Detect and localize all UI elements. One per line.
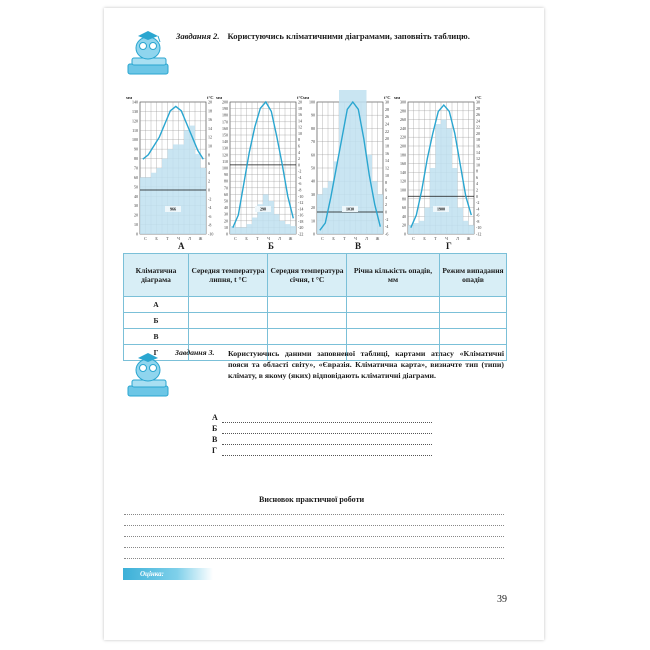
right-tick-label: 2 [208,178,210,184]
conclusion-line[interactable] [124,547,504,548]
answer-label-b: Б [212,424,218,433]
left-tick-label: 20 [134,212,138,218]
month-label: Т [256,236,259,241]
right-tick-label: -2 [476,200,480,206]
left-tick-label: 170 [222,119,228,125]
header-january-temp: Середня температура січня, t °C [268,254,347,297]
right-tick-label: 28 [476,105,480,111]
table-cell[interactable] [189,313,268,329]
right-tick-label: -12 [476,231,482,237]
right-tick-label: -4 [385,224,389,230]
right-tick-label: 16 [476,143,480,149]
right-tick-label: 18 [298,105,302,111]
precip-bar [285,224,291,234]
precip-bar [291,226,297,234]
precip-bar [419,221,425,234]
left-tick-label: 60 [311,152,315,158]
left-tick-label: 40 [134,193,138,199]
left-tick-label: 110 [132,127,138,133]
right-tick-label: 20 [208,99,212,105]
precip-bar [274,214,280,234]
precip-bar [157,168,163,234]
precip-bar [425,208,431,234]
precip-bar [241,227,247,234]
left-tick-label: 30 [134,203,138,209]
left-tick-label: 20 [311,205,315,211]
month-label: Ж [198,236,203,241]
month-label: Б [332,236,335,241]
left-tick-label: 110 [222,158,228,164]
right-tick-label: 26 [476,112,480,118]
right-tick-label: -8 [476,218,480,224]
precip-bar [339,90,345,234]
left-tick-label: 190 [222,106,228,112]
precip-bar [179,144,185,234]
conclusion-line[interactable] [124,514,504,515]
precip-bar [350,90,356,234]
right-tick-label: 10 [208,143,212,149]
right-tick-label: 8 [298,137,300,143]
left-tick-label: 50 [224,198,228,204]
right-tick-label: 24 [476,118,480,124]
climate-diagrams [118,90,510,250]
month-label: Ч [177,236,180,241]
right-tick-label: 18 [208,108,212,114]
row-label: Г [124,345,189,361]
left-tick-label: 100 [222,165,228,171]
unit-temperature: t°C [297,95,304,100]
left-tick-label: 140 [400,169,406,175]
right-tick-label: -6 [208,213,212,219]
annual-precip-label: 1030 [346,206,354,212]
precip-bar [378,194,384,234]
right-tick-label: -2 [385,216,389,222]
month-label: С [321,236,324,241]
task2-heading [176,31,470,41]
unit-mm: мм [303,95,310,100]
right-tick-label: -10 [208,231,214,237]
month-label: Л [456,236,459,241]
owl-mascot-icon [124,28,176,80]
answer-label-g: Г [212,446,218,455]
precip-bar [173,144,179,234]
right-tick-label: 14 [298,118,302,124]
annual-precip-label: 966 [170,206,176,212]
left-tick-label: 120 [132,118,138,124]
left-tick-label: 80 [224,178,228,184]
table-row [124,297,507,313]
header-annual-precip: Річна кількість опадів, мм [347,254,440,297]
grade-label: Оцінка: [123,568,213,580]
right-tick-label: 24 [385,121,389,127]
right-tick-label: 0 [385,209,387,215]
precip-bar [441,120,447,234]
month-label: Л [278,236,281,241]
right-tick-label: -20 [298,225,304,231]
month-label: Ч [267,236,270,241]
month-label: С [234,236,237,241]
right-tick-label: 2 [298,156,300,162]
unit-mm: мм [216,95,223,100]
right-tick-label: 18 [385,143,389,149]
left-tick-label: 140 [132,99,138,105]
precip-bar [263,194,269,234]
right-tick-label: -6 [385,231,389,237]
month-label: Л [188,236,191,241]
precip-bar [146,177,152,234]
left-tick-label: 10 [134,222,138,228]
left-tick-label: 90 [224,172,228,178]
month-label: Т [343,236,346,241]
precip-bar [151,173,157,234]
right-tick-label: 4 [208,169,210,175]
right-tick-label: 4 [298,149,300,155]
right-tick-label: 2 [385,202,387,208]
annual-precip-label: 298 [260,206,266,212]
table-cell[interactable] [440,329,507,345]
left-tick-label: 80 [311,125,315,131]
diagram-letter-v: В [355,241,362,251]
left-tick-label: 30 [311,191,315,197]
row-label: А [124,297,189,313]
left-tick-label: 40 [224,205,228,211]
left-tick-label: 0 [404,231,406,237]
left-tick-label: 0 [226,231,228,237]
precip-bar [162,159,168,234]
table-cell[interactable] [268,297,347,313]
left-tick-label: 80 [402,196,406,202]
precip-bar [463,221,469,234]
left-tick-label: 160 [222,125,228,131]
month-label: Т [434,236,437,241]
left-tick-label: 60 [134,174,138,180]
left-tick-label: 180 [222,112,228,118]
left-tick-label: 200 [222,99,228,105]
right-tick-label: 22 [385,128,389,134]
table-cell[interactable] [347,297,440,313]
month-label: Б [155,236,158,241]
right-tick-label: -6 [476,212,480,218]
precip-bar [252,218,258,235]
right-tick-label: 4 [476,181,478,187]
right-tick-label: 6 [208,161,210,167]
task2-text: Користуючись кліматичними діаграмами, заповніть таблицю. [227,31,470,41]
month-label: Б [423,236,426,241]
left-tick-label: 70 [311,139,315,145]
left-tick-label: 70 [134,165,138,171]
right-tick-label: -4 [298,174,302,180]
task3-text: Користуючись даними заповненої таблиці, картами атласу «Кліматичні пояси та області світу», «Євразія. Кліматична карта», визначте тип (типи) клімату, в якому (яких) відповідають кліматичні діаграми. [228,349,504,380]
right-tick-label: 10 [476,162,480,168]
right-tick-label: 14 [208,125,212,131]
left-tick-label: 90 [134,146,138,152]
right-tick-label: -4 [476,206,480,212]
right-tick-label: -10 [298,193,304,199]
precip-bar [280,221,286,234]
unit-temperature: t°C [384,95,391,100]
page-number: 39 [497,594,507,605]
diagram-letter-a: А [178,241,185,251]
right-tick-label: 22 [476,124,480,130]
owl-mascot-icon [124,350,176,402]
right-tick-label: -10 [476,225,482,231]
precip-bar [269,201,275,234]
right-tick-label: 28 [385,106,389,112]
right-tick-label: 20 [298,99,302,105]
precip-bar [372,181,378,234]
task3-label: Завдання 3. [175,348,215,357]
right-tick-label: 8 [385,180,387,186]
answer-label-v: В [212,435,218,444]
precip-bar [436,124,442,234]
conclusion-line[interactable] [124,536,504,537]
precip-bar [458,208,464,234]
table-cell[interactable] [347,329,440,345]
table-cell[interactable] [347,313,440,329]
diagram-letter-b: Б [268,241,274,251]
table-header-row [124,254,507,297]
left-tick-label: 120 [222,152,228,158]
right-tick-label: 0 [208,187,210,193]
right-tick-label: 4 [385,194,387,200]
left-tick-label: 60 [402,205,406,211]
right-tick-label: 6 [476,174,478,180]
table-cell[interactable] [268,329,347,345]
right-tick-label: -4 [208,205,212,211]
header-precip-regime: Режим випадання опадів [440,254,507,297]
precip-bar [469,225,475,234]
right-tick-label: 30 [385,99,389,105]
right-tick-label: -16 [298,212,304,218]
conclusion-heading: Висновок практичної роботи [259,495,365,504]
month-label: Т [166,236,169,241]
conclusion-line[interactable] [124,525,504,526]
right-tick-label: 16 [298,112,302,118]
left-tick-label: 100 [132,137,138,143]
left-tick-label: 300 [400,99,406,105]
month-label: Ж [288,236,293,241]
right-tick-label: -18 [298,218,304,224]
table-cell[interactable] [189,297,268,313]
right-tick-label: -22 [298,231,304,237]
table-cell[interactable] [268,313,347,329]
right-tick-label: 12 [385,165,389,171]
left-tick-label: 40 [311,178,315,184]
answer-line-b[interactable] [222,433,432,434]
right-tick-label: 2 [476,187,478,193]
unit-temperature: t°C [475,95,482,100]
left-tick-label: 40 [402,213,406,219]
answer-line-g[interactable] [222,455,432,456]
precip-bar [361,90,367,234]
right-tick-label: 14 [476,149,480,155]
right-tick-label: 16 [208,117,212,123]
answer-line-v[interactable] [222,444,432,445]
right-tick-label: 12 [298,124,302,130]
right-tick-label: 0 [298,162,300,168]
conclusion-line[interactable] [124,558,504,559]
left-tick-label: 100 [309,99,315,105]
table-cell[interactable] [440,313,507,329]
left-tick-label: 140 [222,139,228,145]
precip-bar [334,161,340,234]
right-tick-label: 20 [385,136,389,142]
right-tick-label: 26 [385,114,389,120]
left-tick-label: 150 [222,132,228,138]
right-tick-label: -12 [298,200,304,206]
right-tick-label: -14 [298,206,304,212]
left-tick-label: 30 [224,211,228,217]
right-tick-label: -8 [208,222,212,228]
unit-mm: мм [126,95,133,100]
left-tick-label: 50 [134,184,138,190]
climate-table [123,253,507,361]
right-tick-label: -2 [208,196,212,202]
precip-bar [201,168,207,234]
right-tick-label: -8 [298,187,302,193]
header-july-temp: Середня температура липня, t °C [189,254,268,297]
left-tick-label: 90 [311,112,315,118]
month-label: Л [365,236,368,241]
left-tick-label: 160 [400,161,406,167]
precip-bar [184,130,190,234]
precip-bar [430,168,436,234]
left-tick-label: 60 [224,191,228,197]
month-label: Ж [375,236,380,241]
table-cell[interactable] [189,329,268,345]
precip-bar [168,149,174,234]
right-tick-label: 10 [298,130,302,136]
row-label: В [124,329,189,345]
row-label: Б [124,313,189,329]
month-label: Ж [466,236,471,241]
answer-line-a[interactable] [222,422,432,423]
left-tick-label: 20 [402,222,406,228]
table-row [124,329,507,345]
unit-temperature: t°C [207,95,214,100]
annual-precip-label: 1900 [437,206,445,212]
left-tick-label: 70 [224,185,228,191]
left-tick-label: 280 [400,108,406,114]
left-tick-label: 260 [400,117,406,123]
left-tick-label: 0 [136,231,138,237]
precip-bar [195,154,201,234]
month-label: Ч [354,236,357,241]
answer-label-a: А [212,413,218,422]
right-tick-label: 8 [476,168,478,174]
month-label: Ч [445,236,448,241]
left-tick-label: 180 [400,152,406,158]
right-tick-label: -2 [298,168,302,174]
left-tick-label: 130 [132,108,138,114]
left-tick-label: 220 [400,134,406,140]
right-tick-label: -6 [298,181,302,187]
left-tick-label: 50 [311,165,315,171]
task2-label: Завдання 2. [176,31,220,41]
precip-bar [247,224,253,234]
table-row [124,313,507,329]
right-tick-label: 12 [476,156,480,162]
right-tick-label: 6 [385,187,387,193]
left-tick-label: 10 [224,224,228,230]
table-cell[interactable] [440,297,507,313]
precip-bar [236,227,242,234]
header-diagram: Кліматична діаграма [124,254,189,297]
month-label: Б [245,236,248,241]
left-tick-label: 80 [134,156,138,162]
right-tick-label: 18 [476,137,480,143]
month-label: С [144,236,147,241]
left-tick-label: 0 [313,231,315,237]
diagram-letter-g: Г [446,241,452,251]
left-tick-label: 120 [400,178,406,184]
right-tick-label: 10 [385,172,389,178]
right-tick-label: 12 [208,134,212,140]
left-tick-label: 100 [400,187,406,193]
right-tick-label: 30 [476,99,480,105]
right-tick-label: 14 [385,158,389,164]
right-tick-label: 0 [476,193,478,199]
precip-bar [414,223,420,234]
right-tick-label: 8 [208,152,210,158]
precip-bar [447,128,453,234]
month-label: С [412,236,415,241]
left-tick-label: 200 [400,143,406,149]
right-tick-label: 20 [476,130,480,136]
left-tick-label: 20 [224,218,228,224]
unit-mm: мм [394,95,401,100]
precip-bar [140,177,146,234]
precip-bar [452,168,458,234]
right-tick-label: 6 [298,143,300,149]
left-tick-label: 240 [400,125,406,131]
left-tick-label: 130 [222,145,228,151]
right-tick-label: 16 [385,150,389,156]
left-tick-label: 10 [311,218,315,224]
